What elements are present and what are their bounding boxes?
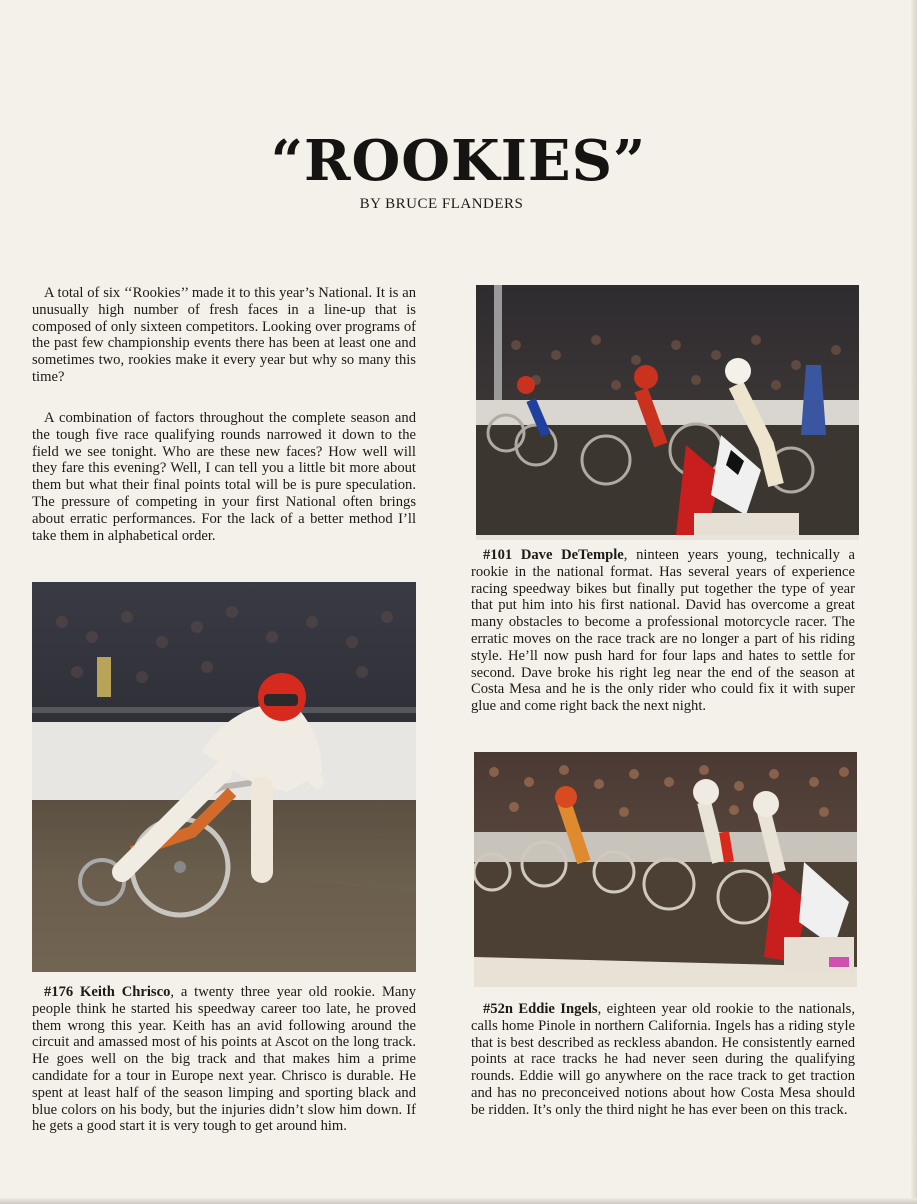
article-title: “ROOKIES” (270, 128, 647, 194)
rider-text-ingels: , eighteen year old rookie to the nationals, calls home Pinole in northern California. Ingels has a riding style that is best described as reckless abandon. He consistently earned points at race tracks he had never seen during the qualifying rounds. Eddie will go anywhere on the race track to get traction and has no preconceived notions about how Costa Mesa should be ridden. It’s only the third night he has ever been on this track. (471, 1001, 856, 1118)
photo-keith-chrisco (32, 582, 416, 972)
rider-name-chrisco: #176 Keith Chrisco (44, 984, 171, 1000)
rider-text-detemple: , ninteen years young, technically a rookie in the national format. Has several years of experience racing speedway bikes but finally put together the type of year that put him into his first national. David has overcome a great many obstacles to become a professional motorcycle racer. The erratic moves on the race track are no longer a part of his riding style. He’ll now push hard for four laps and hates to settle for second. Dave broke his right leg near the end of the season at Costa Mesa and he is the only rider who could fix it with super glue and come right back the next night. (471, 547, 856, 715)
rider-name-detemple: #101 Dave DeTemple (483, 547, 624, 563)
rider-name-ingels: #52n Eddie Ingels (483, 1001, 598, 1017)
caption-keith-chrisco (32, 984, 416, 1135)
article-byline: BY BRUCE FLANDERS (359, 196, 524, 212)
rider-text-chrisco: , a twenty three year old rookie. Many people think he started his speedway career too late, he proved them wrong this year. Keith has an avid following around the circuit and amassed most of his points at Ascot on the long track. He goes well on the big track and that makes him a prime candidate for a tour in Europe next year. Chrisco is durable. He spent at least half of the season limping and sporting black and blue colors on his body, but the injuries didn’t slow him down. If he gets a good start it is very tough to get around him. (32, 984, 416, 1135)
caption-dave-detemple (471, 547, 855, 715)
photo-eddie-ingels (474, 752, 857, 987)
caption-eddie-ingels (471, 1001, 855, 1119)
intro-paragraph-1: A total of six ‘‘Rookies’’ made it to this year’s National. It is an unusually high number of fresh faces in a line-up that is composed of only sixteen competitors. Looking over programs of the past few championship events there has been at least one and sometimes two, rookies make it every year but why so many this time? (32, 285, 416, 385)
page-bottom-edge (0, 1198, 917, 1204)
photo-dave-detemple (476, 285, 859, 540)
intro-paragraph-2: A combination of factors throughout the complete season and the tough five race qualifying rounds narrowed it down to the field we see tonight. Who are these new faces? How well will they fare this evening? Well, I can tell you a little bit more about them but what their final points total will be is pure speculation. The pressure of competing in your first National often brings about erratic performances. For the lack of a better method I’ll take them in alphabetical order. (32, 410, 416, 544)
